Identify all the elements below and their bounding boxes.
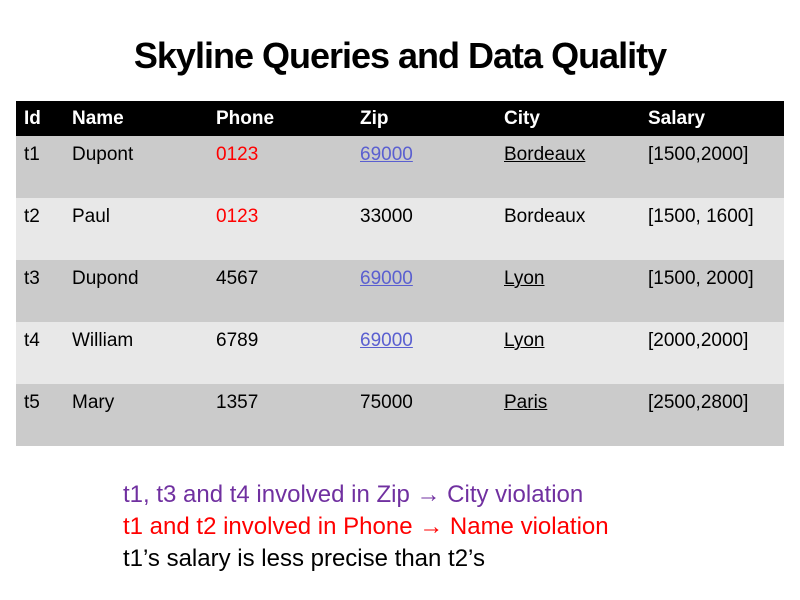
- zip-link[interactable]: 69000: [360, 330, 413, 351]
- cell-id: t5: [24, 392, 40, 413]
- header-id: Id: [24, 107, 41, 129]
- zip-link[interactable]: 69000: [360, 268, 413, 289]
- cell-city: [496, 260, 640, 322]
- note-zip-city-violation: t1, t3 and t4 involved in Zip → City violation: [123, 481, 584, 508]
- table-row: [16, 384, 784, 446]
- cell-name: William: [72, 330, 134, 351]
- cell-salary: [1500, 1600]: [648, 206, 754, 227]
- slide-title: Skyline Queries and Data Quality: [133, 35, 667, 76]
- table-row: [16, 260, 784, 322]
- city-link[interactable]: Paris: [504, 392, 548, 413]
- cell-salary: [1500, 2000]: [648, 268, 754, 289]
- header-city: City: [504, 107, 540, 129]
- violation-notes: [123, 479, 609, 575]
- cell-zip: [352, 322, 496, 384]
- cell-phone: 6789: [216, 330, 259, 351]
- cell-name: Mary: [72, 392, 115, 413]
- cell-zip: [352, 260, 496, 322]
- zip-link[interactable]: 69000: [360, 144, 413, 165]
- cell-id: t2: [24, 206, 40, 227]
- table-row: [16, 198, 784, 260]
- table-row: [16, 322, 784, 384]
- table-header-row: [16, 101, 784, 136]
- cell-zip: 75000: [360, 392, 413, 413]
- cell-phone: 0123: [216, 206, 259, 227]
- cell-city: [496, 384, 640, 446]
- header-zip: Zip: [360, 107, 389, 129]
- cell-zip: [352, 136, 496, 198]
- cell-city: [496, 322, 640, 384]
- cell-name: Paul: [72, 206, 111, 227]
- cell-id: t3: [24, 268, 40, 289]
- tuples-table: [16, 101, 784, 446]
- cell-city: Bordeaux: [504, 206, 586, 227]
- note-salary-precision: t1’s salary is less precise than t2’s: [123, 545, 485, 572]
- cell-name: Dupont: [72, 144, 134, 165]
- note-phone-name-violation: t1 and t2 involved in Phone → Name violation: [123, 513, 609, 540]
- cell-name: Dupond: [72, 268, 139, 289]
- city-link[interactable]: Bordeaux: [504, 144, 586, 165]
- city-link[interactable]: Lyon: [504, 330, 545, 351]
- cell-phone: 0123: [216, 144, 259, 165]
- table-row: [16, 136, 784, 198]
- cell-id: t4: [24, 330, 40, 351]
- cell-salary: [2500,2800]: [648, 392, 749, 413]
- cell-phone: 4567: [216, 268, 259, 289]
- cell-salary: [2000,2000]: [648, 330, 749, 351]
- header-salary: Salary: [648, 107, 706, 129]
- header-name: Name: [72, 107, 124, 129]
- city-link[interactable]: Lyon: [504, 268, 545, 289]
- cell-zip: 33000: [360, 206, 413, 227]
- cell-city: [496, 136, 640, 198]
- cell-id: t1: [24, 144, 40, 165]
- cell-phone: 1357: [216, 392, 259, 413]
- cell-salary: [1500,2000]: [648, 144, 749, 165]
- header-phone: Phone: [216, 107, 275, 129]
